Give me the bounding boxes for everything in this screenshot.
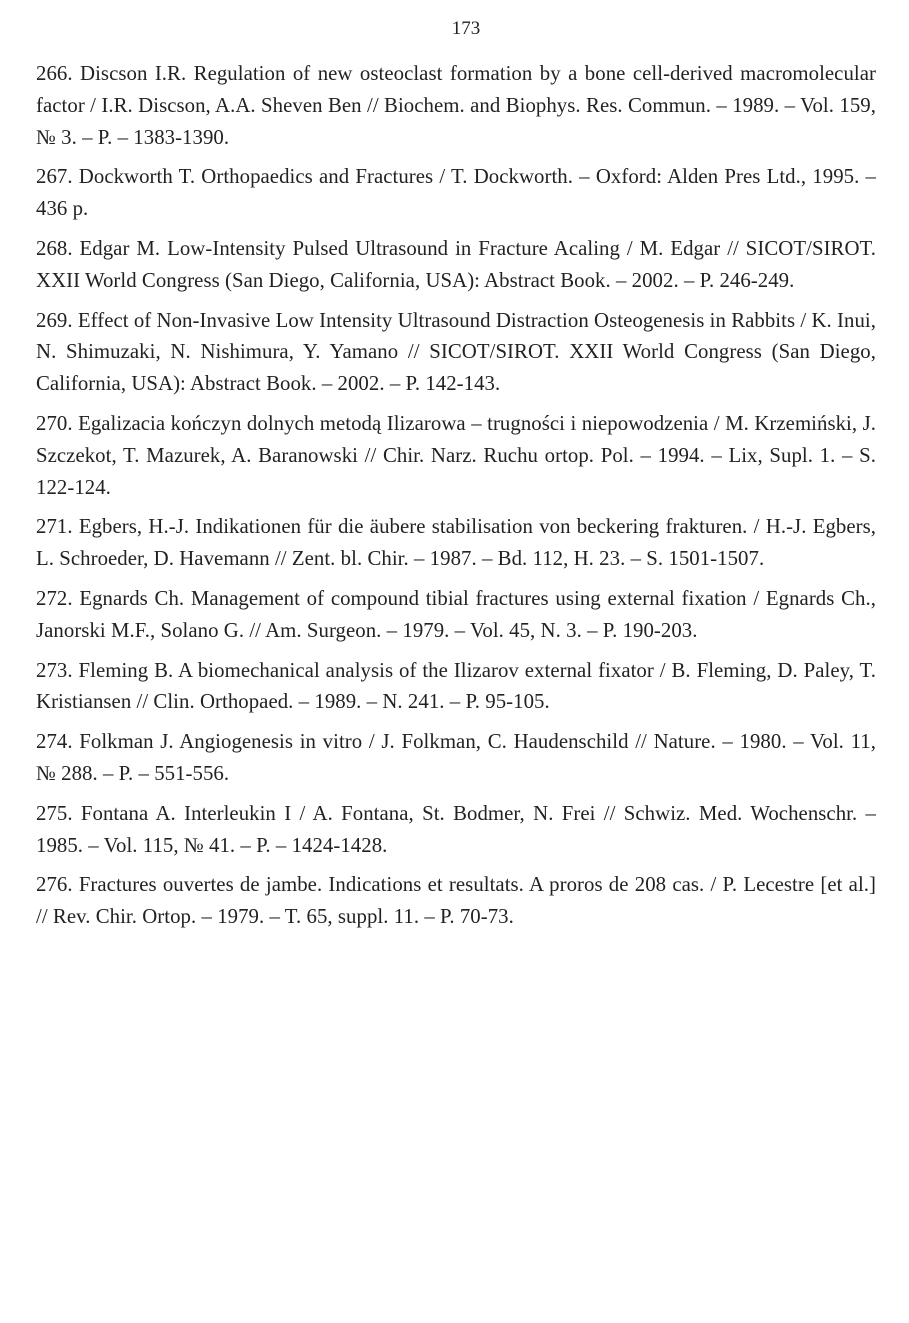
reference-275: 275. Fontana A. Interleukin I / A. Fontana, St. Bodmer, N. Frei // Schwiz. Med. Wochenschr. – 1985. – Vol. 115, № 41. – P. – 1424-1428. [36, 801, 876, 857]
reference-list [36, 58, 876, 933]
reference-274: 274. Folkman J. Angiogenesis in vitro / J. Folkman, C. Haudenschild // Nature. – 1980. – Vol. 11, № 288. – P. – 551-556. [36, 730, 876, 785]
reference-268: 268. Edgar M. Low-Intensity Pulsed Ultrasound in Fracture Acaling / M. Edgar // SICOT/SIROT. XXII World Congress (San Diego, California, USA): Abstract Book. – 2002. – P. 246-249. [36, 236, 876, 292]
reference-267: 267. Dockworth T. Orthopaedics and Fractures / T. Dockworth. – Oxford: Alden Pres Ltd., 1995. – 436 p. [36, 165, 876, 221]
reference-269: 269. Effect of Non-Invasive Low Intensity Ultrasound Distraction Osteogenesis in Rabbits / K. Inui, N. Shimuzaki, N. Nishimura, Y. Yamano // SICOT/SIROT. XXII World Congress (San Diego, California, USA): Abstract Book. – 2002. – P. 142-143. [36, 308, 876, 396]
reference-266: 266. Discson I.R. Regulation of new osteoclast formation by a bone cell-derived macromolecular factor / I.R. Discson, A.A. Sheven Ben // Biochem. and Biophys. Res. Commun. – 1989. – Vol. 159, № 3. – P. – 1383-1390. [36, 62, 876, 149]
reference-270: 270. Egalizacia kończyn dolnych metodą Ilizarowa – trugności i niepowodzenia / M. Krzemiński, J. Szczekot, T. Mazurek, A. Baranowski // Chir. Narz. Ruchu ortop. Pol. – 1994. – Lix, Supl. 1. – S. 122-124. [36, 411, 876, 499]
reference-276: 276. Fractures ouvertes de jambe. Indications et resultats. A proros de 208 cas. / P. Lecestre [et al.] // Rev. Chir. Ortop. – 1979. – T. 65, suppl. 11. – P. 70-73. [36, 873, 876, 929]
page-number: 173 [451, 18, 481, 39]
document-page [36, 14, 876, 941]
reference-271: 271. Egbers, H.-J. Indikationen für die äubere stabilisation von beckering frakturen. / H.-J. Egbers, L. Schroeder, D. Havemann // Zent. bl. Chir. – 1987. – Bd. 112, H. 23. – S. 1501-1507. [36, 515, 876, 571]
reference-273: 273. Fleming B. A biomechanical analysis of the Ilizarov external fixator / B. Fleming, D. Paley, T. Kristiansen // Clin. Orthopaed. – 1989. – N. 241. – P. 95-105. [36, 658, 876, 714]
reference-272: 272. Egnards Ch. Management of compound tibial fractures using external fixation / Egnards Ch., Janorski M.F., Solano G. // Am. Surgeon. – 1979. – Vol. 45, N. 3. – P. 190-203. [36, 586, 876, 642]
